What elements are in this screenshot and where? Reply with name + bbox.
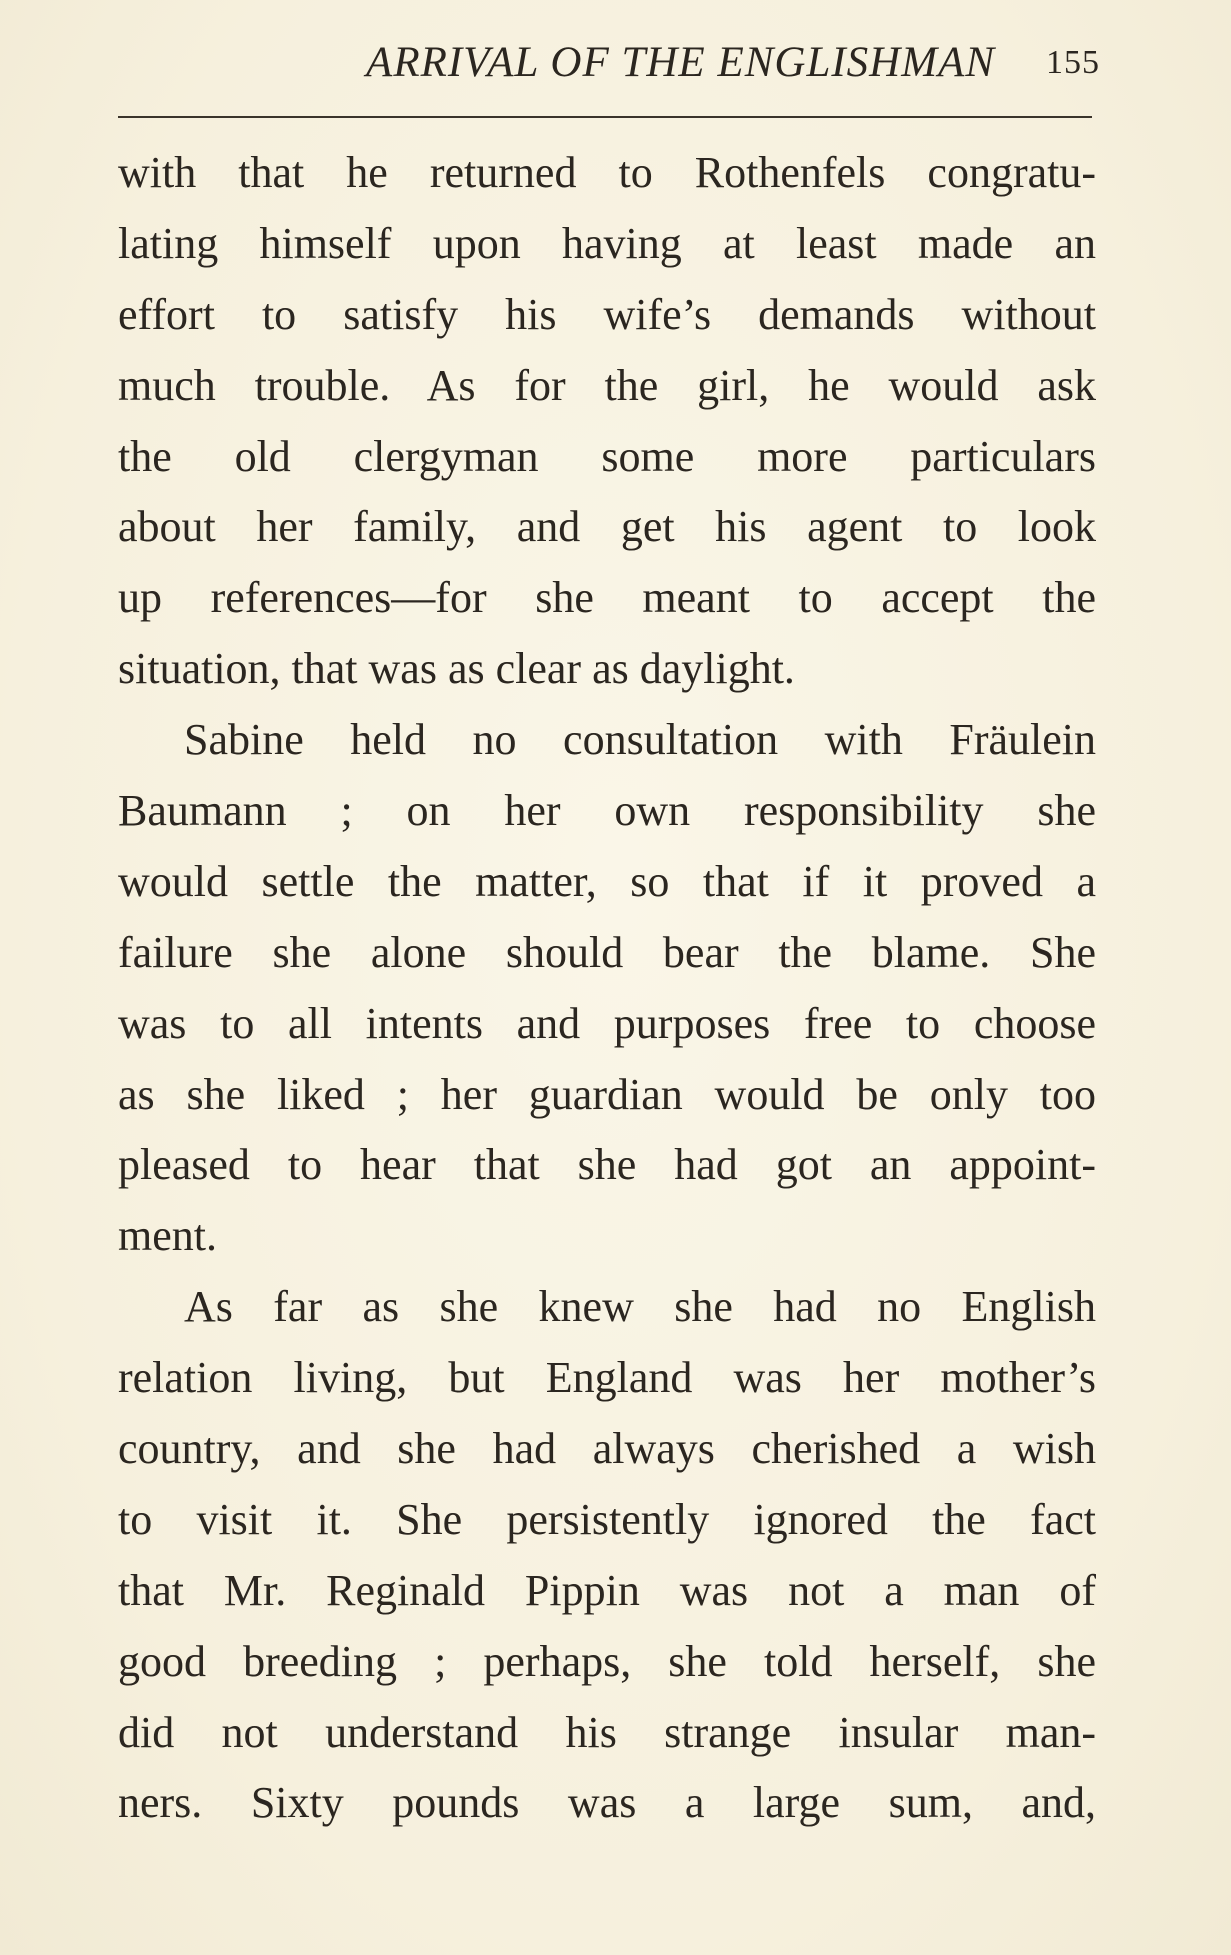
text-line: was to all intents and purposes free to choose xyxy=(118,998,1096,1048)
body-text xyxy=(118,138,1096,1839)
text-line: that Mr. Reginald Pippin was not a man of xyxy=(118,1565,1096,1615)
page-number: 155 xyxy=(1046,44,1100,81)
text-line: effort to satisfy his wife’s demands without xyxy=(118,289,1096,339)
text-line: failure she alone should bear the blame. She xyxy=(118,927,1096,977)
text-line: would settle the matter, so that if it proved a xyxy=(118,856,1096,906)
header-rule xyxy=(118,116,1092,118)
text-line: did not understand his strange insular man- xyxy=(118,1707,1096,1757)
text-line: with that he returned to Rothenfels congratu- xyxy=(118,148,1096,197)
text-line: good breeding ; perhaps, she told herself, she xyxy=(118,1636,1096,1686)
text-line: pleased to hear that she had got an appoint- xyxy=(118,1140,1096,1190)
text-line: situation, that was as clear as daylight. xyxy=(118,644,795,694)
running-head xyxy=(120,38,1100,98)
text-line: up references—for she meant to accept the xyxy=(118,573,1096,623)
text-line: to visit it. She persistently ignored the fact xyxy=(118,1494,1096,1544)
text-line: lating himself upon having at least made an xyxy=(118,218,1096,268)
text-line: country, and she had always cherished a wish xyxy=(118,1424,1096,1474)
text-line: relation living, but England was her mother’s xyxy=(118,1353,1096,1403)
text-line: about her family, and get his agent to look xyxy=(118,502,1096,552)
text-line: As far as she knew she had no English xyxy=(184,1282,1096,1332)
text-line: Sabine held no consultation with Fräulein xyxy=(184,715,1096,765)
text-line: as she liked ; her guardian would be only too xyxy=(118,1069,1096,1119)
text-line: ners. Sixty pounds was a large sum, and, xyxy=(118,1778,1096,1828)
text-line: ment. xyxy=(118,1211,217,1261)
running-title: ARRIVAL OF THE ENGLISHMAN xyxy=(366,39,995,86)
text-line: the old clergyman some more particulars xyxy=(118,431,1096,481)
text-line: Baumann ; on her own responsibility she xyxy=(118,786,1096,836)
text-line: much trouble. As for the girl, he would ask xyxy=(118,360,1096,410)
